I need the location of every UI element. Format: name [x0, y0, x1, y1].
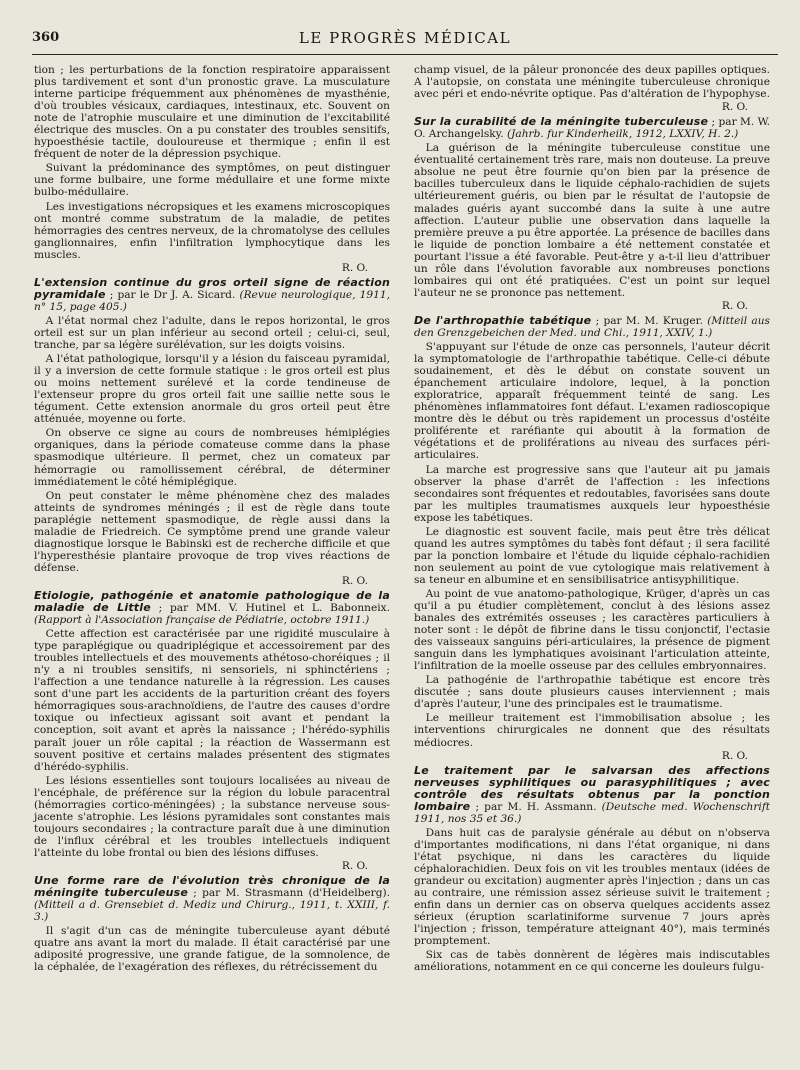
article-authors: ; par M. M. Kruger.	[595, 314, 703, 327]
journal-title: LE PROGRÈS MÉDICAL	[298, 29, 512, 47]
article-heading	[414, 116, 770, 140]
article-reference: (Mitteil aus den Grenzgebeichen der Med. und Chi., 1911, XXIV, 1.)	[414, 314, 770, 339]
article-reference: (Revue neurologique, 1911, n° 15, page 405.)	[34, 288, 390, 313]
paragraph: Le meilleur traitement est l'immobilisation absolue ; les interventions chirurgicales ne donnent que des résultats médiocres.	[414, 712, 770, 749]
article-reference: (Jahrb. fur Kinderheilk, 1912, LXXIV, H. 2.)	[507, 128, 739, 141]
article-reference: (Mitteil a d. Grensebiet d. Mediz und Chirurg., 1911, t. XXIII, f. 3.)	[34, 899, 390, 924]
article-heading	[34, 590, 390, 626]
paragraph: Les investigations nécropsiques et les examens microscopiques ont montré comme substratum de la maladie, de petites hémorragies des centres nerveux, de la chromatolyse des cellules ganglionnaires, enfin l'infiltration lymphocytique dans les muscles.	[34, 200, 390, 261]
page-header	[32, 24, 778, 55]
article-heading	[34, 875, 390, 923]
paragraph: Il s'agit d'un cas de méningite tuberculeuse ayant débuté quatre ans avant la mort du malade. Il était caractérisé par une adiposité progressive, une grande fatigue, de la somnolence, de la céphalée, de l'exagération des réflexes, du rétrécissement du	[34, 925, 390, 974]
author-signature: R. O.	[341, 574, 368, 587]
article-heading	[414, 765, 770, 825]
paragraph: S'appuyant sur l'étude de onze cas personnels, l'auteur décrit la symptomatologie de l'arthropathie tabétique. Celle-ci débute soudainement, et dès le début on constate souvent un épanchement articulaire indolore, lequel, à la ponction exploratrice, apparaît fréquemment teinté de sang. Les phénomènes inflammatoires font défaut. L'examen radioscopique montre dès le début ou très rapidement un processus d'ostéite proliférente et raréfiante qui aboutit à la formation de végétations et de proliférations au niveau des surfaces péri-articulaires.	[414, 341, 770, 462]
author-signature: R. O.	[341, 261, 368, 274]
page-number: 360	[32, 30, 60, 45]
article-authors: ; par M. H. Assmann.	[475, 800, 597, 813]
paragraph: Au point de vue anatomo-pathologique, Krüger, d'après un cas qu'il a pu étudier complètement, conclut à des lésions assez banales des extrémités osseuses ; les caractères particuliers à noter sont : le dépôt de fibrine dans le tissu conjonctif, l'ectasie des vaisseaux sanguins péri-articulaires, la présence de pigment sanguin dans les lymphatiques avoisinant l'articulation atteinte, l'infiltration de la moelle osseuse par des cellules embryonnaires.	[414, 587, 770, 673]
paragraph: champ visuel, de la pâleur prononcée des deux papilles optiques. A l'autopsie, on constata une méningite tuberculeuse chronique avec péri et endo-névrite optique. Pas d'altération de l'hypophyse.	[414, 64, 770, 101]
paragraph: On peut constater le même phénomène chez des malades atteints de syndromes méningés ; il est de règle dans toute paraplégie nettement spasmodique, de règle aussi dans la maladie de Friedreich. Ce symptôme prend une grande valeur diagnostique lorsque le Babinski est de recherche difficile et que l'hyperesthésie plantaire provoque de trop vives réactions de défense.	[34, 489, 390, 574]
author-signature: R. O.	[721, 101, 748, 114]
paragraph: tion ; les perturbations de la fonction respiratoire apparaissent plus tardivement et sont d'un pronostic grave. La musculature interne participe fréquemment aux phénomènes de myasthénie, d'où troubles vésicaux, cardiaques, intestinaux, etc. Souvent on note de l'atrophie musculaire et une diminution de l'excitabilité électrique des muscles. On a pu constater des troubles sensitifs, hypoesthésie tactile, douloureuse et thermique ; enfin il est fréquent de noter de la dépression psychique.	[34, 64, 390, 161]
article-heading	[414, 315, 770, 339]
paragraph: La guérison de la méningite tuberculeuse constitue une éventualité certainement très rare, mais non douteuse. La preuve absolue ne peut être fournie qu'on bien par la présence de bacilles tuberculeux dans le liquide céphalo-rachidien de sujets ultérieurement guéris, ou bien par le résultat de l'autopsie de malades guéris ayant succombé dans la suite à une autre affection. L'auteur publie une observation dans laquelle la première preuve a pu être apportée. La présence de bacilles dans le liquide de ponction lombaire a été nettement constatée et pourtant l'issue a été favorable. Peut-être y a-t-il lieu d'attribuer un rôle dans l'évolution favorable aux nombreuses ponctions lombaires qui ont été pratiquées. C'est un point sur lequel l'auteur ne se prononce pas nettement.	[414, 142, 770, 299]
paragraph: A l'état pathologique, lorsqu'il y a lésion du faisceau pyramidal, il y a inversion de cette formule statique : le gros orteil est plus ou moins nettement surélevé et la corde tendineuse de l'extenseur propre du gros orteil fait une saillie nette sous le tégument. Cette extension anormale du gros orteil peut être atténuée, moyenne ou forte.	[34, 353, 390, 426]
author-signature: R. O.	[721, 749, 748, 762]
paragraph: On observe ce signe au cours de nombreuses hémiplégies organiques, dans la période comateuse comme dans la phase spasmodique ultérieure. Il permet, chez un comateux par hémorragie ou ramollissement cérébral, de déterminer immédiatement le côté hémiplégique.	[34, 427, 390, 488]
article-title: Sur la curabilité de la méningite tuberculeuse	[414, 115, 709, 129]
paragraph: Les lésions essentielles sont toujours localisées au niveau de l'encéphale, de préférence sur la région du lobule paracentral (hémorragies cortico-méningées) ; la substance nerveuse sous-jacente s'atrophie. Les lésions pyramidales sont constantes mais toujours secondaires ; la contracture paraît due à une diminution de l'influx cérébral et les troubles intellectuels indiquent l'atteinte du lobe frontal ou bien des lésions diffuses.	[34, 774, 390, 859]
article-title: L'extension continue du gros orteil signe de réaction pyramidale	[34, 275, 390, 301]
left-column	[34, 64, 390, 975]
paragraph: Dans huit cas de paralysie générale au début on n'observa d'importantes modifications, ni dans l'état organique, ni dans l'état psychique, ni dans les caractères du liquide céphalorachidien. Deux fois on vit les troubles mentaux (idées de grandeur ou excitation) augmenter après l'injection ; dans un cas au contraire, une rémission assez sérieuse suivit le traitement ; enfin dans un dernier cas on observa quelques accidents assez sérieux (éruption scarlatiniforme survenue 7 jours après l'injection ; frisson, température atteignant 40°), mais terminés promptement.	[414, 826, 770, 948]
article-title: Le traitement par le salvarsan des affections nerveuses syphilitiques ou parasyphilitiques ; avec contrôle des résultats obtenus par la ponction lombaire	[414, 763, 770, 813]
article-title: De l'arthropathie tabétique	[414, 313, 592, 327]
article-heading	[34, 277, 390, 313]
paragraph: Cette affection est caractérisée par une rigidité musculaire à type paraplégique ou quadriplégique et accessoirement par des troubles intellectuels et des mouvements athétoso-choréiques ; il n'y a ni troubles sensitifs, ni sensoriels, ni sphinctériens ; l'affection a une tendance naturelle à la régression. Les causes sont d'une part les accidents de la parturition créant des foyers hémorragiques sous-arachnoïdiens, de l'autre des causes d'ordre toxique ou infectieux agissant soit avant et pendant la conception, soit avant et après la naissance ; l'hérédo-syphilis paraît jouer un rôle capital ; la réaction de Wassermann est souvent positive et certains malades présentent des stigmates d'hérédo-syphilis.	[34, 628, 390, 773]
right-column	[414, 64, 770, 975]
author-signature: R. O.	[341, 860, 368, 872]
paragraph: Six cas de tabès donnèrent de légères mais indiscutables améliorations, notamment en ce qui concerne les douleurs fulgu-	[414, 949, 770, 974]
article-authors: ; par le Dr J. A. Sicard.	[109, 288, 236, 301]
article-reference: (Rapport à l'Association française de Pédiatrie, octobre 1911.)	[34, 614, 370, 627]
paragraph: Suivant la prédominance des symptômes, on peut distinguer une forme bulbaire, une forme médullaire et une forme mixte bulbo-médullaire.	[34, 162, 390, 199]
paragraph: Le diagnostic est souvent facile, mais peut être très délicat quand les autres symptômes du tabès font défaut ; il sera facilité par la ponction lombaire et l'étude du liquide céphalo-rachidien non seulement au point de vue cytologique mais relativement à sa teneur en albumine et en sensibilisatrice antisyphilitique.	[414, 525, 770, 586]
paragraph: A l'état normal chez l'adulte, dans le repos horizontal, le gros orteil est sur un plan inférieur au second orteil ; celui-ci, seul, tranche, par sa légère surélévation, sur les doigts voisins.	[34, 314, 390, 352]
author-signature: R. O.	[721, 299, 748, 312]
article-authors: ; par M. W. O. Archangelsky.	[414, 116, 770, 141]
article-reference: (Deutsche med. Wochenschrift 1911, nos 35 et 36.)	[414, 800, 770, 825]
article-title: Etiologie, pathogénie et anatomie pathologique de la maladie de Little	[34, 588, 390, 615]
paragraph: La pathogénie de l'arthropathie tabétique est encore très discutée ; sans doute plusieurs causes interviennent ; mais d'après l'auteur, l'une des principales est le traumatisme.	[414, 674, 770, 711]
article-authors: ; par MM. V. Hutinel et L. Babonneix.	[158, 602, 390, 615]
article-authors: ; par M. Strasmann (d'Heidelberg).	[193, 887, 391, 900]
paragraph: La marche est progressive sans que l'auteur ait pu jamais observer la phase d'arrêt de l'affection : les infections secondaires sont fréquentes et redoutables, favorisées sans doute par les multiples traumatismes auxquels leur hypoesthésie expose les tabétiques.	[414, 463, 770, 524]
article-title: Une forme rare de l'évolution très chronique de la méningite tuberculeuse	[34, 874, 390, 900]
